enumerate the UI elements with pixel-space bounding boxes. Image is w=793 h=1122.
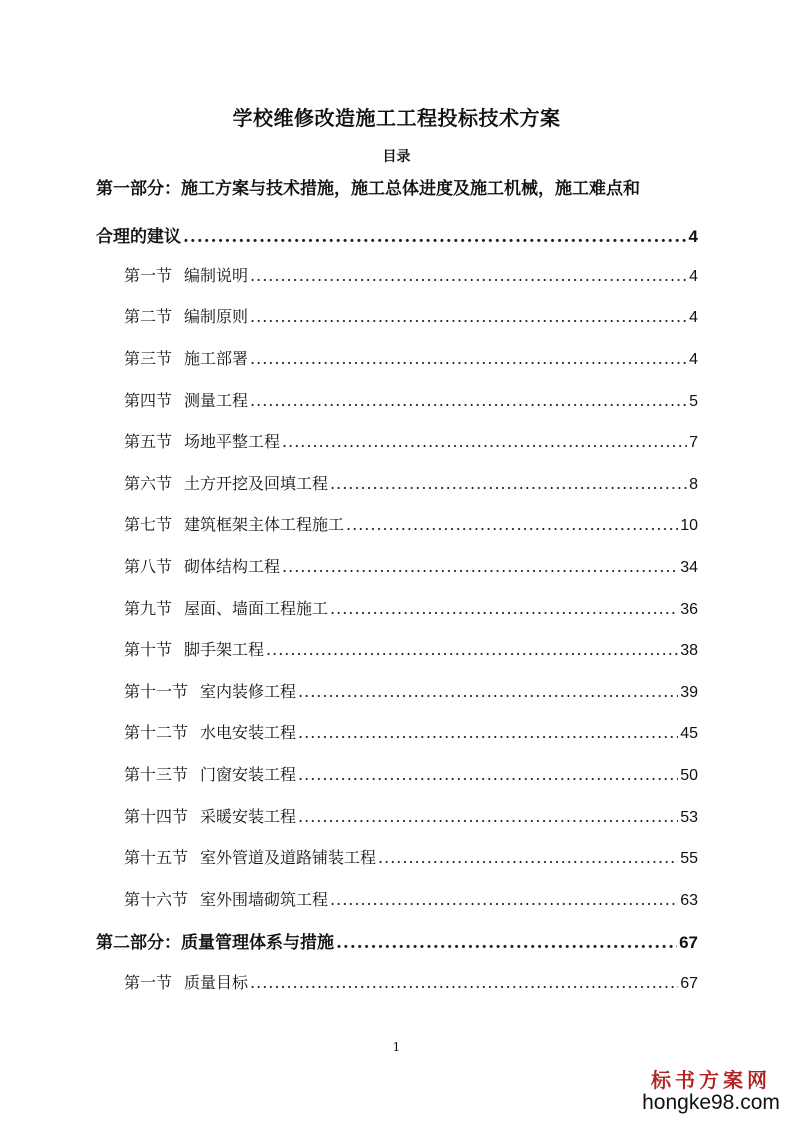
toc-entry-label: 合理的建议 <box>96 227 181 247</box>
toc-entry-label: 第三节 施工部署 <box>124 349 249 368</box>
toc-entry-label: 第十五节 室外管道及道路铺装工程 <box>124 848 377 867</box>
toc-page-number: 45 <box>680 725 698 742</box>
toc-page-number: 4 <box>689 309 698 326</box>
toc-page-number: 10 <box>680 517 698 534</box>
page-number: 1 <box>392 1040 401 1054</box>
toc-entry-label: 第十三节 门窗安装工程 <box>124 765 297 784</box>
toc-entry-section-13[interactable] <box>124 762 698 784</box>
dot-leader <box>298 765 678 784</box>
toc-entry-label: 第十一节 室内装修工程 <box>124 682 297 701</box>
toc-entry-label: 第十四节 采暖安装工程 <box>124 807 297 826</box>
toc-entry-section-14[interactable] <box>124 804 698 826</box>
toc-entry-section-11[interactable] <box>124 679 698 701</box>
dot-leader <box>250 266 687 285</box>
toc-entry-part1[interactable] <box>96 222 698 247</box>
dot-leader <box>282 557 678 576</box>
toc-entry-label: 第七节 建筑框架主体工程施工 <box>124 515 345 534</box>
dot-leader <box>298 682 678 701</box>
toc-entry-label: 第八节 砌体结构工程 <box>124 557 281 576</box>
toc-page-number: 4 <box>688 227 698 246</box>
toc-entry-section-3[interactable] <box>124 346 698 368</box>
toc-page-number: 67 <box>680 975 698 992</box>
toc-page-number: 4 <box>689 351 698 368</box>
dot-leader <box>250 307 687 326</box>
watermark-chinese-text: 标书方案网 <box>651 1068 771 1092</box>
toc-entry-label: 第二部分：质量管理体系与措施 <box>96 933 334 953</box>
toc-entry-section-16[interactable] <box>124 887 698 909</box>
toc-entry-label: 第一节 质量目标 <box>124 973 249 992</box>
watermark-logo <box>636 1064 786 1115</box>
toc-entry-section-5[interactable] <box>124 429 698 451</box>
toc-entry-part2[interactable] <box>96 928 698 953</box>
dot-leader <box>266 640 678 659</box>
toc-entry-section-8[interactable] <box>124 554 698 576</box>
toc-entry-label: 第十节 脚手架工程 <box>124 640 265 659</box>
toc-entry-label: 第十二节 水电安装工程 <box>124 723 297 742</box>
toc-entry-section-6[interactable] <box>124 471 698 493</box>
toc-entry-label: 第二节 编制原则 <box>124 307 249 326</box>
toc-page-number: 4 <box>689 268 698 285</box>
toc-entry-section-2[interactable] <box>124 304 698 326</box>
toc-entry-part2-section-1[interactable] <box>124 970 698 992</box>
toc-entry-section-9[interactable] <box>124 596 698 618</box>
dot-leader <box>250 349 687 368</box>
toc-heading: 目录 <box>382 149 411 165</box>
dot-leader <box>282 432 687 451</box>
dot-leader <box>378 848 678 867</box>
toc-entry-label: 第四节 测量工程 <box>124 391 249 410</box>
document-title: 学校维修改造施工工程投标技术方案 <box>232 106 561 130</box>
dot-leader <box>330 599 678 618</box>
toc-entry-section-10[interactable] <box>124 637 698 659</box>
dot-leader <box>336 933 677 953</box>
toc-entry-label: 第九节 屋面、墙面工程施工 <box>124 599 329 618</box>
toc-page-number: 63 <box>680 892 698 909</box>
toc-entry-section-7[interactable] <box>124 512 698 534</box>
dot-leader <box>298 723 678 742</box>
toc-page-number: 67 <box>679 933 698 952</box>
toc-page-number: 36 <box>680 601 698 618</box>
watermark-url: hongke98.com <box>642 1091 780 1114</box>
toc-entry-label: 第十六节 室外围墙砌筑工程 <box>124 890 329 909</box>
toc-entry-section-12[interactable] <box>124 720 698 742</box>
dot-leader <box>183 227 687 247</box>
toc-entry-label: 第六节 土方开挖及回填工程 <box>124 474 329 493</box>
toc-entry-label: 第一节 编制说明 <box>124 266 249 285</box>
toc-page-number: 50 <box>680 767 698 784</box>
dot-leader <box>330 890 678 909</box>
dot-leader <box>250 391 687 410</box>
dot-leader <box>346 515 678 534</box>
toc-page-number: 53 <box>680 809 698 826</box>
toc-page-number: 7 <box>689 434 698 451</box>
toc-page-number: 55 <box>680 850 698 867</box>
toc-entry-label: 第五节 场地平整工程 <box>124 432 281 451</box>
toc-page-number: 8 <box>689 476 698 493</box>
dot-leader <box>250 973 678 992</box>
dot-leader <box>330 474 687 493</box>
toc-page-number: 39 <box>680 684 698 701</box>
toc-page-number: 38 <box>680 642 698 659</box>
toc-page-number: 5 <box>689 393 698 410</box>
toc-page-number: 34 <box>680 559 698 576</box>
toc-entry-section-4[interactable] <box>124 388 698 410</box>
dot-leader <box>298 807 678 826</box>
toc-entry-section-15[interactable] <box>124 845 698 867</box>
toc-entry-section-1[interactable] <box>124 263 698 285</box>
part1-heading-line1: 第一部分：施工方案与技术措施，施工总体进度及施工机械，施工难点和 <box>96 179 640 199</box>
